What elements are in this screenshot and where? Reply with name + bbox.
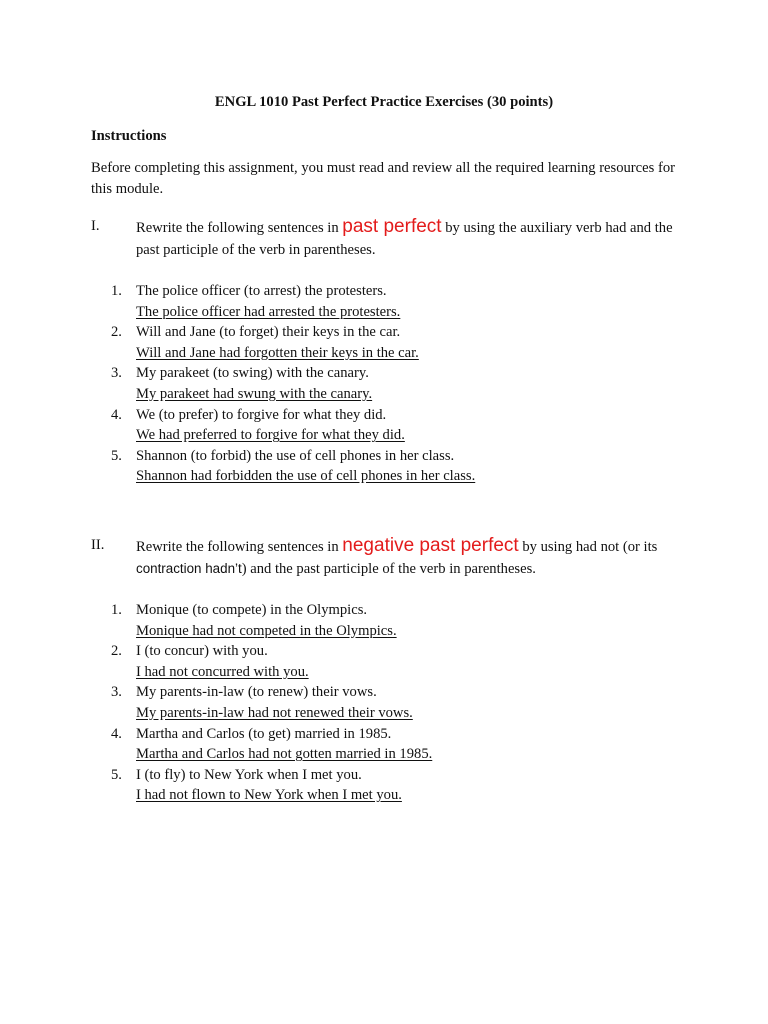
section-2-numeral: II. — [91, 537, 105, 553]
list-item — [91, 363, 711, 404]
item-number: 3. — [111, 684, 122, 701]
item-number: 4. — [111, 725, 122, 742]
list-item — [91, 682, 711, 723]
list-item — [91, 281, 711, 322]
item-answer: My parents-in-law had not renewed their vows. — [136, 704, 413, 721]
item-prompt: Monique (to compete) in the Olympics. — [136, 602, 368, 618]
section-2-text-before: Rewrite the following sentences in — [136, 539, 343, 555]
item-number: 1. — [111, 602, 122, 618]
instructions-heading: Instructions — [91, 128, 167, 144]
item-answer: Martha and Carlos had not gotten married in 1985. — [136, 746, 433, 763]
item-number: 5. — [111, 447, 122, 464]
item-number: 3. — [111, 365, 122, 382]
list-item — [91, 765, 711, 806]
item-answer: Shannon had forbidden the use of cell phones in her class. — [136, 468, 476, 485]
item-prompt: Will and Jane (to forget) their keys in the car. — [136, 324, 401, 341]
item-answer: I had not flown to New York when I met you. — [136, 787, 402, 804]
document-title: ENGL 1010 Past Perfect Practice Exercises (30 points) — [214, 94, 554, 110]
item-number: 2. — [111, 643, 122, 660]
section-1-numeral: I. — [91, 218, 100, 234]
item-answer: Will and Jane had forgotten their keys in the car. — [136, 344, 419, 361]
item-number: 5. — [111, 766, 122, 783]
section-2-emphasis: negative past perfect — [342, 535, 519, 556]
section-1-instructions — [91, 216, 691, 262]
item-prompt: I (to fly) to New York when I met you. — [136, 766, 362, 783]
intro-paragraph: Before completing this assignment, you must read and review all the required learning resources for this module. — [91, 160, 675, 197]
section-1-text — [136, 216, 696, 261]
section-2-exercise-list — [91, 600, 711, 806]
item-prompt: Martha and Carlos (to get) married in 1985. — [136, 725, 392, 742]
item-answer: We had preferred to forgive for what they did. — [136, 427, 405, 444]
section-2-text — [136, 535, 696, 580]
list-item — [91, 322, 711, 363]
section-2-text-after-2: ) and the past participle of the verb in parentheses. — [241, 561, 536, 577]
item-number: 2. — [111, 324, 122, 341]
item-prompt: My parakeet (to swing) with the canary. — [136, 365, 369, 382]
list-item — [91, 405, 711, 446]
section-1-text-after: by using the auxiliary verb had and the past participle of the verb in parentheses. — [136, 220, 673, 258]
item-answer: My parakeet had swung with the canary. — [136, 385, 373, 402]
section-1-text-before: Rewrite the following sentences in — [136, 220, 343, 236]
section-1-exercise-list — [91, 281, 711, 487]
section-1-emphasis: past perfect — [342, 216, 442, 237]
list-item — [91, 641, 711, 682]
item-prompt: My parents-in-law (to renew) their vows. — [136, 684, 377, 701]
list-item — [91, 600, 711, 641]
item-prompt: We (to prefer) to forgive for what they did. — [136, 406, 387, 423]
section-2-text-after-1: by using had not (or its — [518, 539, 658, 555]
item-answer: I had not concurred with you. — [136, 663, 309, 680]
item-answer: Monique had not competed in the Olympics. — [136, 622, 397, 639]
item-prompt: The police officer (to arrest) the protesters. — [136, 283, 387, 299]
list-item — [91, 724, 711, 765]
item-answer: The police officer had arrested the protesters. — [136, 303, 401, 320]
section-2-contraction: contraction hadn’t — [136, 561, 242, 576]
item-number: 4. — [111, 406, 122, 423]
list-item — [91, 446, 711, 487]
item-number: 1. — [111, 283, 122, 299]
item-prompt: I (to concur) with you. — [136, 643, 268, 660]
item-prompt: Shannon (to forbid) the use of cell phones in her class. — [136, 447, 455, 464]
section-2-instructions — [91, 535, 691, 581]
